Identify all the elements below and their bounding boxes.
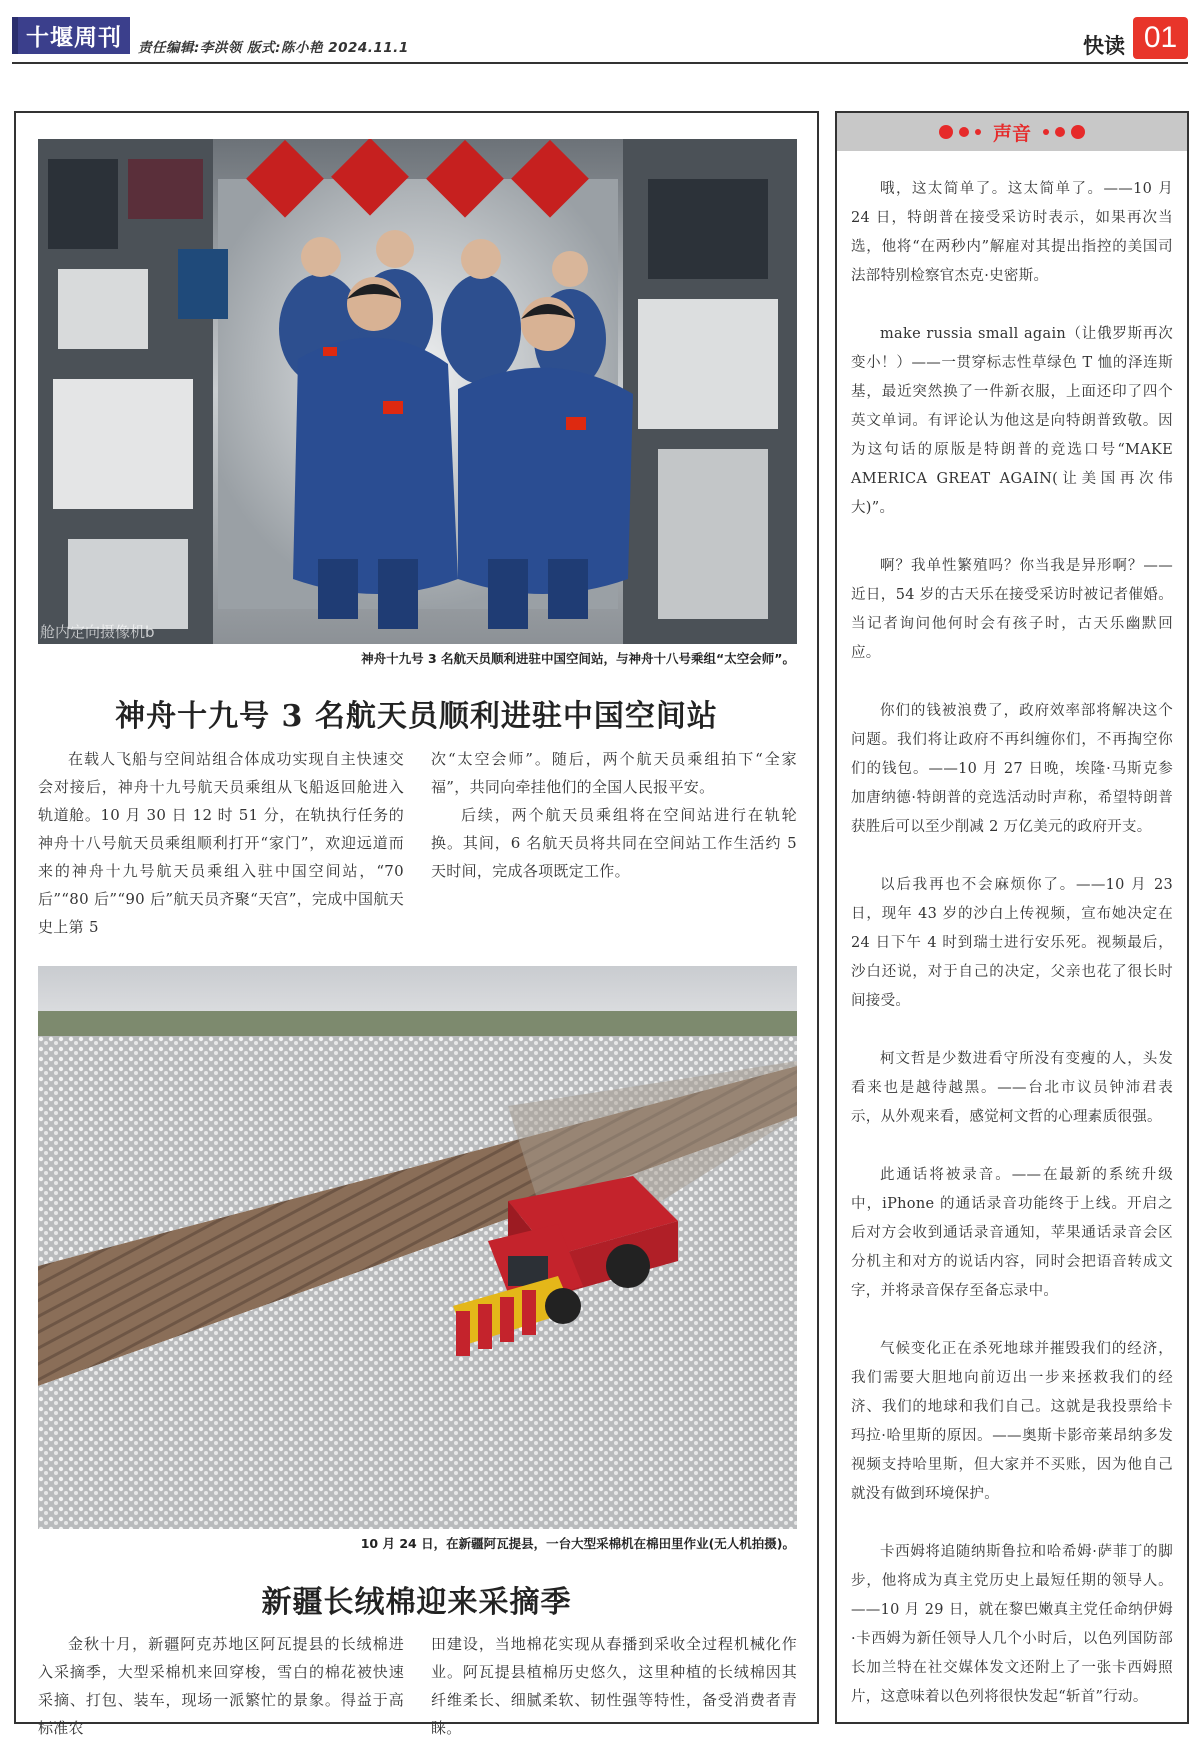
photo-caption-cotton: 10 月 24 日，在新疆阿瓦提县，一台大型采棉机在棉田里作业(无人机拍摄)。 [360,1536,795,1551]
section-name: 快读 [1083,34,1125,58]
article2-paragraph-1: 金秋十月，新疆阿克苏地区阿瓦提县的长绒棉进入采摘季，大型采棉机来回穿梭，雪白的棉花被快速采摘、打包、装车，现场一派繁忙的景象。得益于高标准农 [38,1635,404,1737]
quote-item: 你们的钱被浪费了，政府效率部将解决这个问题。我们将让政府不再纠缠你们，不再掏空你们的钱包。——10 月 27 日晚，埃隆·马斯克参加唐纳德·特朗普的竞选活动时声称，希望特朗普获胜后可以至少削减 2 万亿美元的政府开支。 [851,703,1173,835]
red-dot-icon [939,125,953,139]
red-dot-icon [975,129,981,135]
page-number-badge: 01 [1133,17,1188,59]
cotton-harvest-photo [38,966,797,1529]
cotton-harvest-photo-art [38,966,797,1529]
article1-column-1 [38,745,404,941]
masthead-logo [12,17,130,54]
headline-cotton: 新疆长绒棉迎来采摘季 [261,1585,572,1620]
article2-paragraph-2: 田建设，当地棉花实现从春播到采收全过程机械化作业。阿瓦提县植棉历史悠久，这里种植的长绒棉因其纤维柔长、细腻柔软、韧性强等特性，备受消费者青睐。 [431,1635,797,1737]
article1-column-2 [431,745,797,885]
quote-item: 哦，这太简单了。这太简单了。——10 月 24 日，特朗普在接受采访时表示，如果再次当选，他将“在两秒内”解雇对其提出指控的美国司法部特别检察官杰克·史密斯。 [851,181,1173,284]
astronauts-photo [38,139,797,644]
red-dot-icon [959,127,969,137]
article1-paragraph-3: 后续，两个航天员乘组将在空间站进行在轨轮换。其间，6 名航天员将共同在空间站工作生活约 5 天时间，完成各项既定工作。 [431,806,797,880]
main-article-box [14,111,819,1737]
quote-item: 啊？我单性繁殖吗？你当我是异形啊？——近日，54 岁的古天乐在接受采访时被记者催婚。当记者询问他何时会有孩子时，古天乐幽默回应。 [851,558,1173,661]
quote-item: 以后我再也不会麻烦你了。——10 月 23 日，现年 43 岁的沙白上传视频，宣布她决定在 24 日下午 4 时到瑞士进行安乐死。视频最后，沙白还说，对于自己的决定，父亲也花了很长时间接受。 [851,877,1173,1009]
voices-sidebar-title: 声音 [992,122,1031,145]
voices-sidebar-header [837,113,1187,151]
quote-item: make russia small again（让俄罗斯再次变小！）——一贯穿标志性草绿色 T 恤的泽连斯基，最近突然换了一件新衣服，上面还印了四个英文单词。有评论认为他这是向特朗普致敬。因为这句话的原版是特朗普的竞选口号“MAKE AMERICA GREAT AGAIN(让美国再次伟大)”。 [851,326,1173,516]
red-dot-icon [1071,125,1085,139]
voices-quote-list [851,175,1173,1737]
article2-column-1 [38,1630,404,1737]
article2-column-2 [431,1630,797,1737]
quote-item: 此通话将被录音。——在最新的系统升级中，iPhone 的通话录音功能终于上线。开启之后对方会收到通话录音通知，苹果通话录音会区分机主和对方的说话内容，同时会把语音转成文字，并将录音保存至备忘录中。 [851,1167,1173,1299]
quote-item: 柯文哲是少数进看守所没有变瘦的人，头发看来也是越待越黑。——台北市议员钟沛君表示，从外观来看，感觉柯文哲的心理素质很强。 [851,1051,1173,1125]
editor-meta: 责任编辑:李洪领 版式:陈小艳 2024.11.1 [138,40,409,56]
red-dot-icon [1043,129,1049,135]
headline-shenzhou: 神舟十九号 3 名航天员顺利进驻中国空间站 [115,699,718,734]
voices-sidebar [835,111,1189,1724]
astronauts-photo-art [38,139,797,644]
article1-paragraph-1: 在载人飞船与空间站组合体成功实现自主快速交会对接后，神舟十九号航天员乘组从飞船返回舱进入轨道舱。10 月 30 日 12 时 51 分，在轨执行任务的神舟十八号航天员乘组顺利打开“家门”，欢迎远道而来的神舟十九号航天员乘组入驻中国空间站，“70 后”“80 后”“90 后”航天员齐聚“天宫”，完成中国航天史上第 5 [38,750,404,936]
header-rule [12,62,1188,64]
photo-caption-astronauts: 神舟十九号 3 名航天员顺利进驻中国空间站，与神舟十八号乘组“太空会师”。 [361,651,795,666]
quote-item: 卡西姆将追随纳斯鲁拉和哈希姆·萨菲丁的脚步，他将成为真主党历史上最短任期的领导人。——10 月 29 日，就在黎巴嫩真主党任命纳伊姆·卡西姆为新任领导人几个小时后，以色列国防部长加兰特在社交媒体发文还附上了一张卡西姆照片，这意味着以色列将很快发起“斩首”行动。 [851,1544,1173,1705]
article1-paragraph-2: 次“太空会师”。随后，两个航天员乘组拍下“全家福”，共同向牵挂他们的全国人民报平安。 [431,750,797,796]
masthead-logo-text: 十堰周刊 [26,24,122,51]
camera-overlay-text: 舱内定向摄像机b [40,623,155,641]
quote-item: 气候变化正在杀死地球并摧毁我们的经济，我们需要大胆地向前迈出一步来拯救我们的经济、我们的地球和我们自己。这就是我投票给卡玛拉·哈里斯的原因。——奥斯卡影帝莱昂纳多发视频支持哈里斯，但大家并不买账，因为他自己就没有做到环境保护。 [851,1341,1173,1502]
red-dot-icon [1055,127,1065,137]
